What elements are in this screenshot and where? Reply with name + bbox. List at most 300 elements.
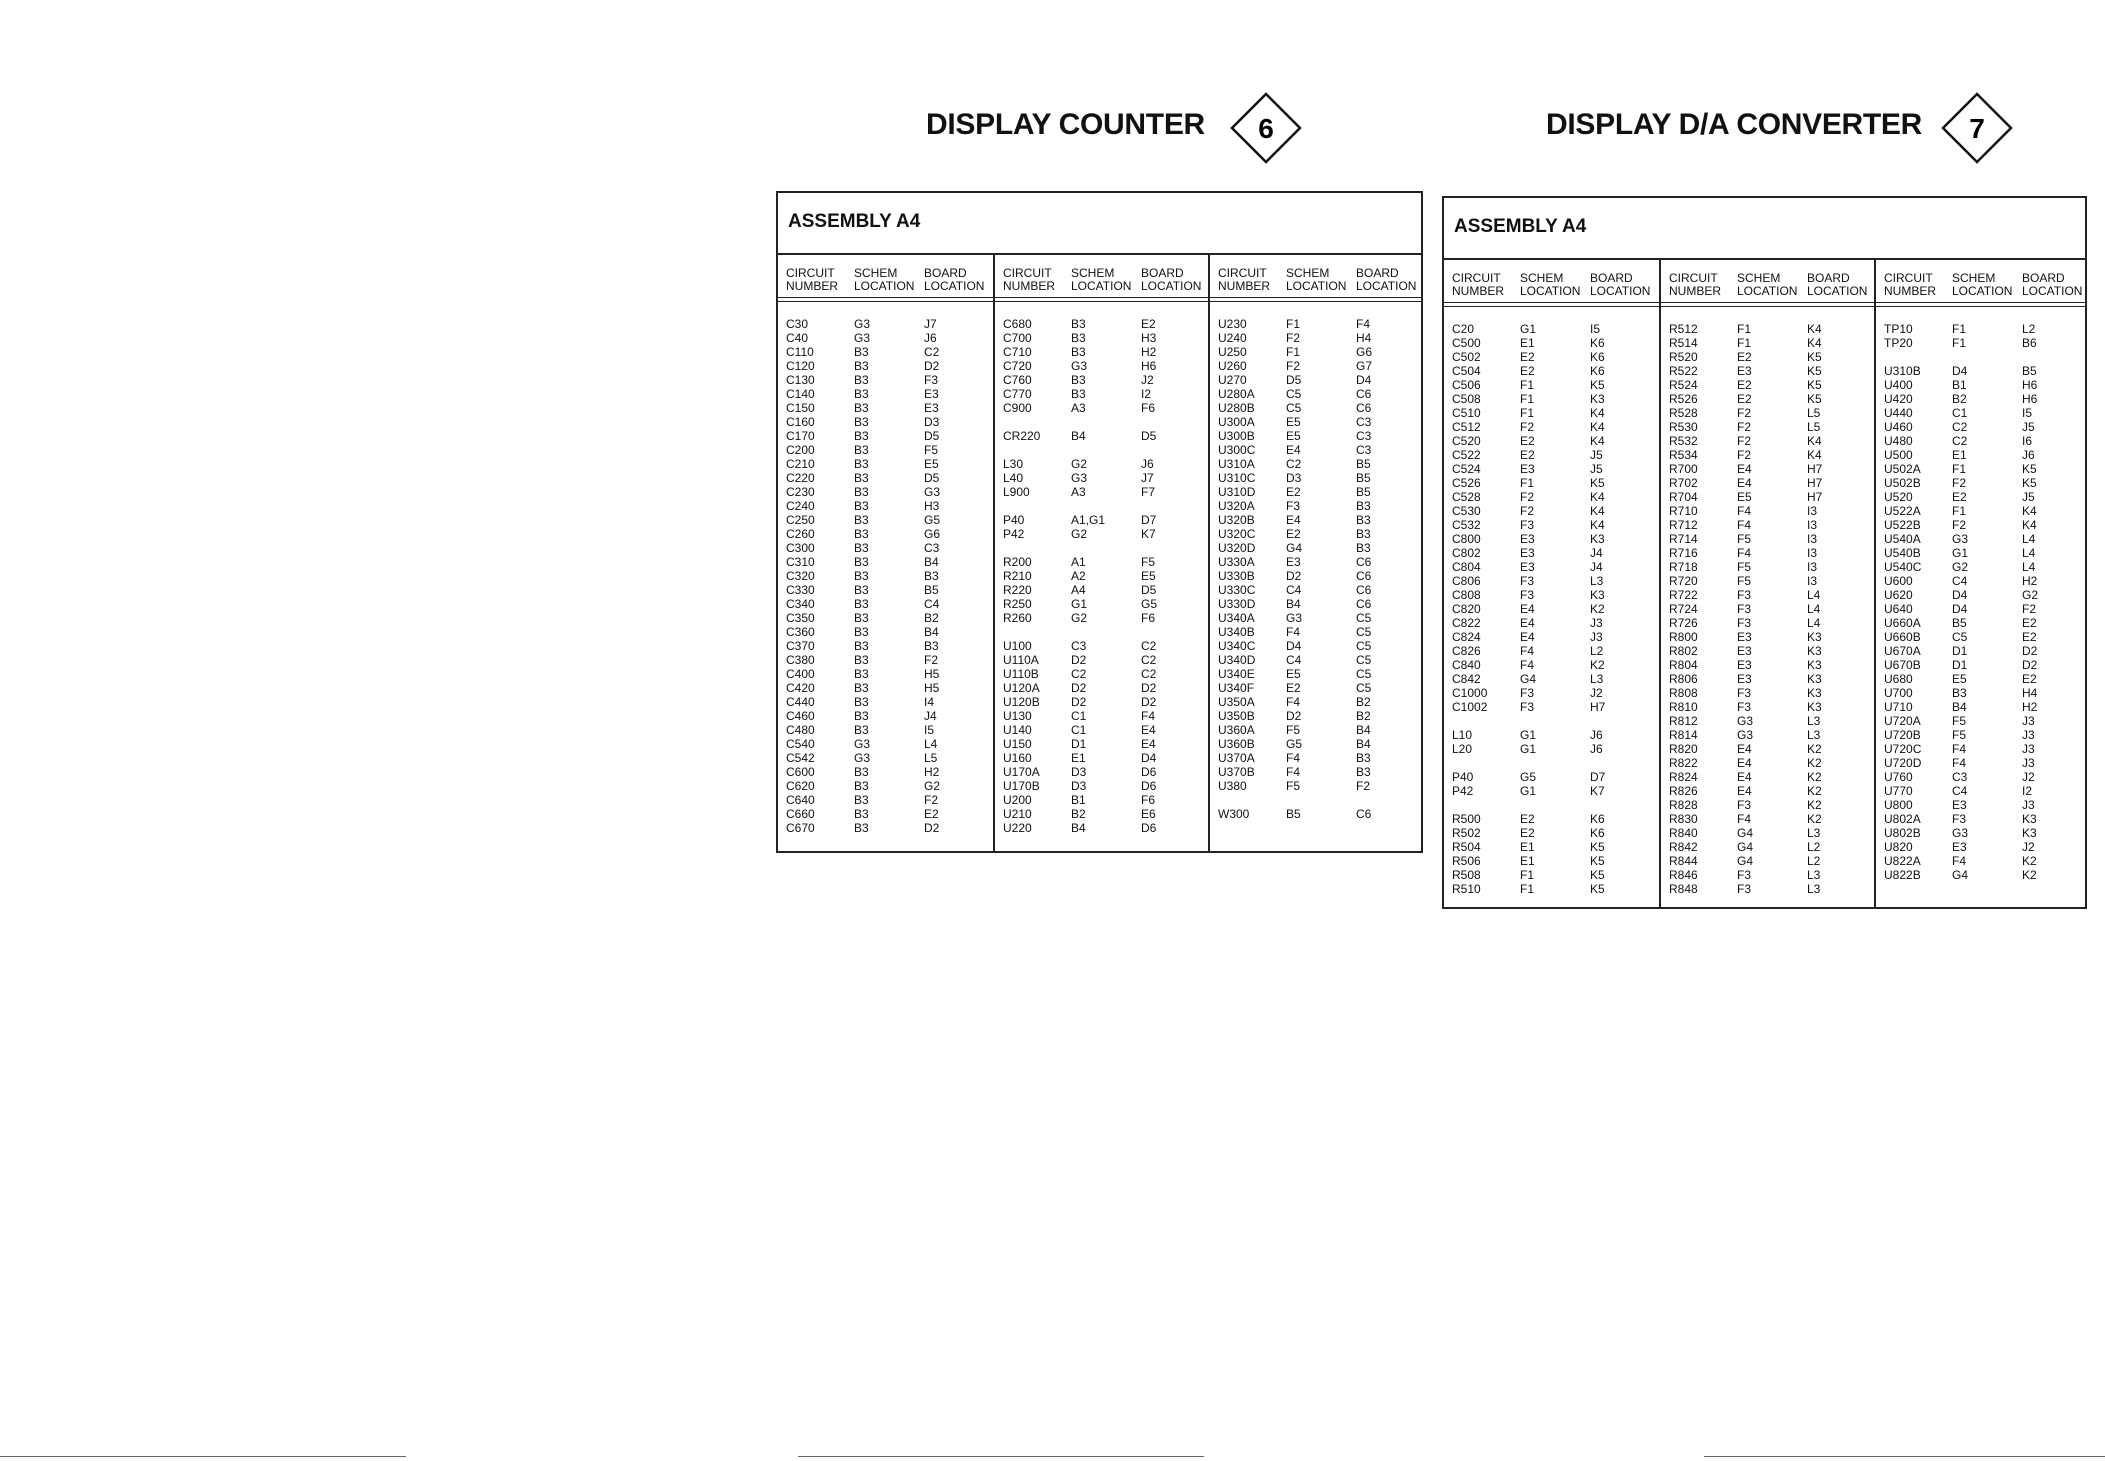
table-row [1876, 574, 2087, 588]
circuit-number-cell: R716 [1669, 546, 1698, 560]
table-row [1210, 541, 1423, 555]
circuit-number-cell: R842 [1669, 840, 1698, 854]
table-row [1876, 616, 2087, 630]
board-location-cell: J5 [2022, 490, 2035, 504]
table-row [778, 485, 993, 499]
schem-location-cell: B3 [854, 401, 869, 415]
board-location-cell: K4 [1807, 434, 1822, 448]
board-location-cell: J2 [1590, 686, 1603, 700]
table-row [778, 443, 993, 457]
board-location-cell: C6 [1356, 555, 1372, 569]
circuit-number-cell: C700 [1003, 331, 1032, 345]
board-location-cell: L2 [2022, 322, 2036, 336]
circuit-number-cell: R528 [1669, 406, 1698, 420]
schem-location-cell: E3 [1286, 555, 1301, 569]
schem-location-cell: G4 [1737, 854, 1754, 868]
circuit-number-cell: U320D [1218, 541, 1256, 555]
circuit-number-cell: R524 [1669, 378, 1698, 392]
circuit-number-cell: C130 [786, 373, 815, 387]
header-schem-location: SCHEM LOCATION [1952, 271, 2013, 298]
circuit-number-cell: U522B [1884, 518, 1921, 532]
table-row [1444, 364, 1659, 378]
board-location-cell: F5 [924, 443, 939, 457]
board-location-cell: K2 [1807, 742, 1822, 756]
schem-location-cell: F3 [1737, 868, 1752, 882]
schem-location-cell: F2 [1520, 420, 1535, 434]
table-row [1876, 490, 2087, 504]
schem-location-cell: C4 [1286, 583, 1302, 597]
board-location-cell: K2 [1807, 798, 1822, 812]
schem-location-cell: B3 [854, 499, 869, 513]
schem-location-cell: G3 [1286, 611, 1303, 625]
table-row [1444, 476, 1659, 490]
board-location-cell: K4 [1590, 490, 1605, 504]
board-location-cell: F7 [1141, 485, 1156, 499]
schem-location-cell: E3 [1952, 840, 1967, 854]
circuit-number-cell: C1002 [1452, 700, 1488, 714]
board-location-cell: H4 [2022, 686, 2038, 700]
table-row [995, 373, 1210, 387]
table-column-group [1208, 253, 1423, 851]
board-location-cell: F6 [1141, 611, 1156, 625]
circuit-number-cell: R718 [1669, 560, 1698, 574]
circuit-number-cell: U130 [1003, 709, 1032, 723]
section-7-heading: DISPLAY D/A CONVERTER [1546, 108, 1922, 141]
schem-location-cell: F5 [1737, 560, 1752, 574]
circuit-number-cell: U440 [1884, 406, 1913, 420]
schem-location-cell: F1 [1520, 476, 1535, 490]
table-row [778, 345, 993, 359]
board-location-cell: I5 [2022, 406, 2033, 420]
circuit-number-cell: R848 [1669, 882, 1698, 896]
schem-location-cell: B3 [854, 625, 869, 639]
schem-location-cell: B3 [1071, 373, 1086, 387]
table-row [1661, 532, 1876, 546]
table-row [1210, 597, 1423, 611]
schem-location-cell: E2 [1286, 485, 1301, 499]
table-row [1210, 779, 1423, 793]
table-row [1444, 588, 1659, 602]
board-location-cell: K3 [1590, 588, 1605, 602]
circuit-number-cell: C20 [1452, 322, 1475, 336]
assembly-a4-table-display-da-converter [1442, 196, 2087, 909]
board-location-cell: K5 [1807, 364, 1822, 378]
schem-location-cell: G4 [1737, 826, 1754, 840]
board-location-cell: B5 [924, 583, 939, 597]
table-row [778, 681, 993, 695]
schem-location-cell: C1 [1071, 723, 1087, 737]
board-location-cell: B3 [1356, 527, 1371, 541]
circuit-number-cell: U340F [1218, 681, 1255, 695]
table-row [1661, 728, 1876, 742]
circuit-number-cell: TP20 [1884, 336, 1913, 350]
table-row [995, 359, 1210, 373]
header-schem-location: SCHEM LOCATION [1737, 271, 1798, 298]
board-location-cell: J7 [924, 317, 937, 331]
schem-location-cell: E5 [1286, 667, 1301, 681]
circuit-number-cell: R714 [1669, 532, 1698, 546]
board-location-cell: K4 [1807, 322, 1822, 336]
schem-location-cell: F4 [1286, 765, 1301, 779]
table-row [1876, 812, 2087, 826]
schem-location-cell: G2 [1071, 611, 1088, 625]
table-row [1661, 644, 1876, 658]
board-location-cell: L4 [2022, 546, 2036, 560]
circuit-number-cell: R504 [1452, 840, 1481, 854]
circuit-number-cell: U480 [1884, 434, 1913, 448]
schem-location-cell: G3 [854, 737, 871, 751]
board-location-cell: K5 [1807, 350, 1822, 364]
board-location-cell: H2 [2022, 574, 2038, 588]
schem-location-cell: D3 [1071, 779, 1087, 793]
circuit-number-cell: P42 [1003, 527, 1025, 541]
board-location-cell: C2 [1141, 639, 1157, 653]
table-row [1444, 854, 1659, 868]
schem-location-cell: F3 [1520, 686, 1535, 700]
circuit-number-cell: U330C [1218, 583, 1256, 597]
table-row [995, 667, 1210, 681]
schem-location-cell: E1 [1520, 840, 1535, 854]
schem-location-cell: F1 [1520, 378, 1535, 392]
circuit-number-cell: C460 [786, 709, 815, 723]
table-row [778, 737, 993, 751]
table-row [995, 723, 1210, 737]
board-location-cell: C4 [924, 597, 940, 611]
board-location-cell: L4 [924, 737, 938, 751]
board-location-cell: K5 [1590, 378, 1605, 392]
table-row [1876, 588, 2087, 602]
table-row [1444, 532, 1659, 546]
table-row [1210, 611, 1423, 625]
table-row [1876, 868, 2087, 882]
schem-location-cell: D1 [1071, 737, 1087, 751]
table-row [778, 541, 993, 555]
schem-location-cell: C4 [1286, 653, 1302, 667]
circuit-number-cell: C480 [786, 723, 815, 737]
table-row [995, 471, 1210, 485]
circuit-number-cell: U340B [1218, 625, 1255, 639]
table-row [1661, 742, 1876, 756]
circuit-number-cell: C150 [786, 401, 815, 415]
table-row [1661, 798, 1876, 812]
header-board-location: BOARD LOCATION [1807, 271, 1868, 298]
schem-location-cell: G3 [1737, 728, 1754, 742]
table-row [1210, 765, 1423, 779]
board-location-cell: F4 [1141, 709, 1156, 723]
schem-location-cell: D2 [1286, 569, 1302, 583]
schem-location-cell: F4 [1737, 518, 1752, 532]
footer-rule [1704, 1456, 2105, 1457]
table-row [1444, 770, 1659, 784]
schem-location-cell: B3 [854, 387, 869, 401]
board-location-cell: K6 [1590, 364, 1605, 378]
table-row [1444, 420, 1659, 434]
board-location-cell: G5 [1141, 597, 1158, 611]
board-location-cell: J2 [1141, 373, 1154, 387]
circuit-number-cell: C120 [786, 359, 815, 373]
board-location-cell: B3 [1356, 499, 1371, 513]
schem-location-cell: C3 [1071, 639, 1087, 653]
board-location-cell: J3 [2022, 728, 2035, 742]
table-row [1661, 840, 1876, 854]
circuit-number-cell: U120A [1003, 681, 1040, 695]
schem-location-cell: B3 [854, 457, 869, 471]
circuit-number-cell: U460 [1884, 420, 1913, 434]
table-row [778, 821, 993, 835]
schem-location-cell: G2 [1952, 560, 1969, 574]
circuit-number-cell: L900 [1003, 485, 1030, 499]
schem-location-cell: D4 [1952, 602, 1968, 616]
schem-location-cell: A4 [1071, 583, 1086, 597]
circuit-number-cell: U520 [1884, 490, 1913, 504]
schem-location-cell: G2 [1071, 457, 1088, 471]
schem-location-cell: E2 [1520, 434, 1535, 448]
circuit-number-cell: C804 [1452, 560, 1481, 574]
circuit-number-cell: TP10 [1884, 322, 1913, 336]
circuit-number-cell: R512 [1669, 322, 1698, 336]
schem-location-cell: F2 [1952, 518, 1967, 532]
circuit-number-cell: R840 [1669, 826, 1698, 840]
board-location-cell: K5 [1590, 882, 1605, 896]
board-location-cell: J2 [2022, 840, 2035, 854]
table-column-group [778, 253, 993, 851]
board-location-cell: C6 [1356, 807, 1372, 821]
circuit-number-cell: C330 [786, 583, 815, 597]
board-location-cell: I2 [1141, 387, 1152, 401]
table-row [1444, 686, 1659, 700]
board-location-cell: D2 [924, 821, 940, 835]
circuit-number-cell: U330B [1218, 569, 1255, 583]
board-location-cell: I5 [1590, 322, 1601, 336]
circuit-number-cell: C600 [786, 765, 815, 779]
circuit-number-cell: C512 [1452, 420, 1481, 434]
table-row [778, 625, 993, 639]
table-row [1876, 518, 2087, 532]
circuit-number-cell: R804 [1669, 658, 1698, 672]
schem-location-cell: B3 [854, 653, 869, 667]
table-row [995, 317, 1210, 331]
table-row [1876, 602, 2087, 616]
board-location-cell: H3 [1141, 331, 1157, 345]
board-location-cell: K5 [2022, 476, 2037, 490]
schem-location-cell: G3 [1737, 714, 1754, 728]
board-location-cell: J3 [1590, 630, 1603, 644]
circuit-number-cell: U170B [1003, 779, 1040, 793]
table-row [778, 751, 993, 765]
schem-location-cell: E2 [1952, 490, 1967, 504]
circuit-number-cell: U710 [1884, 700, 1913, 714]
board-location-cell: G3 [924, 485, 941, 499]
circuit-number-cell: R534 [1669, 448, 1698, 462]
table-row [1876, 826, 2087, 840]
schem-location-cell: G4 [1286, 541, 1303, 555]
table-row [1210, 471, 1423, 485]
board-location-cell: K5 [1590, 476, 1605, 490]
circuit-number-cell: C540 [786, 737, 815, 751]
schem-location-cell: C3 [1952, 770, 1968, 784]
table-row [1444, 518, 1659, 532]
table-row [1444, 840, 1659, 854]
table-row [778, 779, 993, 793]
circuit-number-cell: R826 [1669, 784, 1698, 798]
board-location-cell: L4 [2022, 532, 2036, 546]
board-location-cell: L2 [1590, 644, 1604, 658]
circuit-number-cell: U310B [1884, 364, 1921, 378]
table-row [778, 373, 993, 387]
circuit-number-cell: R710 [1669, 504, 1698, 518]
schem-location-cell: F5 [1952, 714, 1967, 728]
circuit-number-cell: L30 [1003, 457, 1024, 471]
circuit-number-cell: U540C [1884, 560, 1922, 574]
circuit-number-cell: C170 [786, 429, 815, 443]
schem-location-cell: F1 [1520, 406, 1535, 420]
schem-location-cell: D3 [1286, 471, 1302, 485]
circuit-number-cell: U100 [1003, 639, 1032, 653]
schem-location-cell: B3 [854, 345, 869, 359]
circuit-number-cell: C300 [786, 541, 815, 555]
table-row [1661, 700, 1876, 714]
schem-location-cell: F5 [1286, 779, 1301, 793]
circuit-number-cell: U660B [1884, 630, 1921, 644]
table-row [1661, 546, 1876, 560]
circuit-number-cell: C510 [1452, 406, 1481, 420]
schem-location-cell: F2 [1520, 490, 1535, 504]
board-location-cell: F2 [924, 653, 939, 667]
circuit-number-cell: C532 [1452, 518, 1481, 532]
table-row [1210, 331, 1423, 345]
section-6-number-badge [1230, 92, 1302, 164]
schem-location-cell: E3 [1737, 658, 1752, 672]
circuit-number-cell: C400 [786, 667, 815, 681]
board-location-cell: D4 [1141, 751, 1157, 765]
board-location-cell: F2 [1356, 779, 1371, 793]
table-row [1661, 378, 1876, 392]
board-location-cell: E2 [924, 807, 939, 821]
circuit-number-cell: C504 [1452, 364, 1481, 378]
schem-location-cell: D1 [1952, 644, 1968, 658]
circuit-number-cell: U110A [1003, 653, 1039, 667]
schem-location-cell: F4 [1286, 751, 1301, 765]
table-row [778, 709, 993, 723]
board-location-cell: C5 [1356, 667, 1372, 681]
table-row [1444, 784, 1659, 798]
circuit-number-cell: U802B [1884, 826, 1921, 840]
board-location-cell: K3 [1807, 686, 1822, 700]
table-row [1876, 840, 2087, 854]
schem-location-cell: C1 [1071, 709, 1087, 723]
column-header-row [1661, 258, 1876, 306]
schem-location-cell: F2 [1737, 434, 1752, 448]
board-location-cell: H5 [924, 681, 940, 695]
board-location-cell: L4 [1807, 616, 1821, 630]
board-location-cell: B3 [924, 639, 939, 653]
schem-location-cell: F1 [1520, 392, 1535, 406]
circuit-number-cell: R522 [1669, 364, 1698, 378]
board-location-cell: K5 [1807, 378, 1822, 392]
schem-location-cell: F5 [1952, 728, 1967, 742]
circuit-number-cell: U800 [1884, 798, 1913, 812]
table-row [1876, 378, 2087, 392]
table-row [1210, 709, 1423, 723]
schem-location-cell: F3 [1737, 602, 1752, 616]
schem-location-cell: B3 [1952, 686, 1967, 700]
circuit-number-cell: C820 [1452, 602, 1481, 616]
board-location-cell: F2 [924, 793, 939, 807]
board-location-cell: J3 [2022, 742, 2035, 756]
board-location-cell: K3 [1807, 630, 1822, 644]
schem-location-cell: B3 [854, 765, 869, 779]
table-row [995, 597, 1210, 611]
board-location-cell: C6 [1356, 583, 1372, 597]
circuit-number-cell: R800 [1669, 630, 1698, 644]
table-row [1444, 672, 1659, 686]
schem-location-cell: A2 [1071, 569, 1086, 583]
board-location-cell: K2 [1807, 784, 1822, 798]
schem-location-cell: E4 [1737, 462, 1752, 476]
board-location-cell: K5 [1807, 392, 1822, 406]
circuit-number-cell: C1000 [1452, 686, 1488, 700]
table-row [1661, 588, 1876, 602]
schem-location-cell: G5 [1520, 770, 1537, 784]
board-location-cell: C6 [1356, 569, 1372, 583]
schem-location-cell: F3 [1520, 588, 1535, 602]
schem-location-cell: F4 [1952, 756, 1967, 770]
board-location-cell: H4 [1356, 331, 1372, 345]
circuit-number-cell: C530 [1452, 504, 1481, 518]
schem-location-cell: D2 [1071, 653, 1087, 667]
schem-location-cell: E2 [1520, 812, 1535, 826]
schem-location-cell: F3 [1952, 812, 1967, 826]
table-row [778, 597, 993, 611]
board-location-cell: F3 [924, 373, 939, 387]
schem-location-cell: F3 [1286, 499, 1301, 513]
board-location-cell: J6 [1590, 742, 1603, 756]
board-location-cell: E3 [924, 401, 939, 415]
schem-location-cell: G3 [854, 751, 871, 765]
table-rows [1444, 322, 1659, 896]
board-location-cell: D5 [1141, 429, 1157, 443]
assembly-a4-table-display-counter [776, 191, 1423, 853]
header-board-location: BOARD LOCATION [1356, 266, 1417, 293]
circuit-number-cell: C680 [1003, 317, 1032, 331]
schem-location-cell: E2 [1520, 364, 1535, 378]
schem-location-cell: F2 [1737, 420, 1752, 434]
circuit-number-cell: C770 [1003, 387, 1032, 401]
board-location-cell: K3 [1807, 672, 1822, 686]
circuit-number-cell: U600 [1884, 574, 1913, 588]
circuit-number-cell: R704 [1669, 490, 1698, 504]
circuit-number-cell: C520 [1452, 434, 1481, 448]
table-row [1444, 602, 1659, 616]
circuit-number-cell: U720A [1884, 714, 1921, 728]
circuit-number-cell: C808 [1452, 588, 1481, 602]
board-location-cell: J6 [1590, 728, 1603, 742]
table-row [1876, 420, 2087, 434]
schem-location-cell: F1 [1520, 882, 1535, 896]
table-row [778, 653, 993, 667]
circuit-number-cell: R712 [1669, 518, 1698, 532]
table-row [778, 415, 993, 429]
schem-location-cell: E4 [1520, 602, 1535, 616]
schem-location-cell: E2 [1737, 392, 1752, 406]
table-row [995, 737, 1210, 751]
circuit-number-cell: P40 [1003, 513, 1025, 527]
table-row [1444, 434, 1659, 448]
board-location-cell: C5 [1356, 611, 1372, 625]
table-row [1444, 728, 1659, 742]
circuit-number-cell: U340D [1218, 653, 1256, 667]
board-location-cell: G2 [2022, 588, 2039, 602]
